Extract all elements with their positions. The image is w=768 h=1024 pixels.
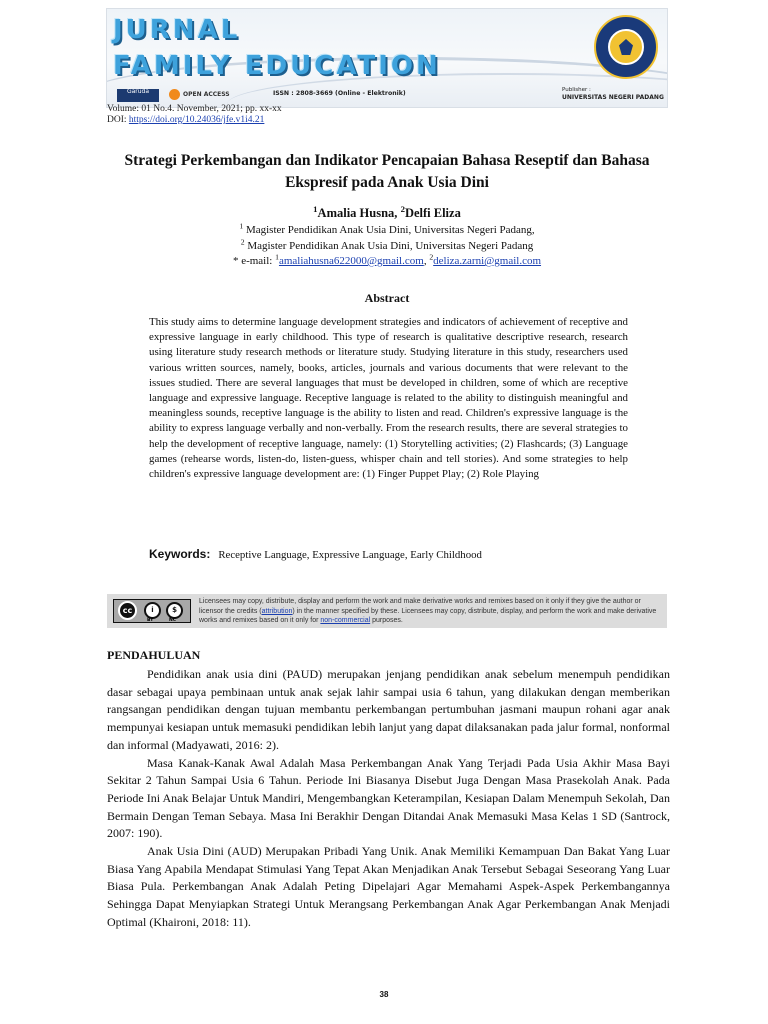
publisher-name: UNIVERSITAS NEGERI PADANG bbox=[562, 94, 664, 101]
article-title: Strategi Perkembangan dan Indikator Pencapaian Bahasa Reseptif dan Bahasa Ekspresif pada Anak Usia Dini bbox=[124, 152, 650, 191]
open-access-icon bbox=[169, 89, 180, 100]
email1-sup: 1 bbox=[275, 252, 279, 262]
license-box bbox=[107, 594, 667, 628]
author1-sup: 1 bbox=[313, 203, 318, 214]
page-number: 38 bbox=[379, 990, 389, 999]
volume-info: Volume: 01 No.4. November, 2021; pp. xx-xx bbox=[107, 104, 282, 114]
affiliation-1 bbox=[107, 223, 667, 239]
doi-line bbox=[107, 115, 282, 126]
author1: Amalia Husna, bbox=[317, 206, 401, 220]
affil1-text: Magister Pendidikan Anak Usia Dini, Universitas Negeri Padang, bbox=[243, 224, 535, 236]
garuda-badge: Garuda bbox=[117, 89, 159, 102]
journal-banner bbox=[106, 8, 668, 108]
publisher-info bbox=[562, 87, 664, 102]
non-commercial-link[interactable]: non-commercial bbox=[320, 617, 371, 624]
author-list bbox=[107, 203, 667, 221]
abstract-text: This study aims to determine language development strategies and indicators of achievement of receptive and expressive language in early childhood. This type of research is qualitative descriptive research, research using literature study research methods or literature study. Studying literature in this study, researchers used various written sources, namely, books, articles, journals and various documents that were relevant to the issues studied. There are several languages that must be developed in children, some of which are receptive language and expressive language. Receptive language is related to the ability to distinguish meaningful and meaningless sounds, receptive language is the ability to listen and read. Children's expressive language is the ability to express language verbally and non-verbally. From the research results, there are several strategies to help the development of receptive language, namely: (1) Storytelling activities; (2) Flashcards; (3) Language games (rehearse words, listen-do, listen-guess, whisper chain and tell stories). And some strategies to help children's expressive language development are: (1) Finger Puppet Play; (2) Role Playing bbox=[149, 316, 628, 481]
keywords-value: Receptive Language, Expressive Language, Early Childhood bbox=[218, 549, 482, 561]
keywords-label: Keywords: bbox=[149, 547, 211, 561]
author2: Delfi Eliza bbox=[404, 206, 461, 220]
email-separator: , bbox=[423, 255, 430, 267]
abstract-heading: Abstract bbox=[364, 291, 410, 305]
paragraph: Anak Usia Dini (AUD) Merupakan Pribadi Yang Unik. Anak Memiliki Kemampuan Dan Bakat Yang Luar Biasa Yang Apabila Mendapat Stimulasi Yang Tepat Akan Menjadikan Anak Tersebut Sebagai Seseorang Yang Luar Biasa Pula. Perkembangan Anak Adalah Peting Dipelajari Agar Memahami Aspek-Aspek Perkembangannya Sehingga Dapat Menyiapkan Strategi Untuk Merangsang Perkembangan Anak Agar Perkembangan Anak Menjadi Optimal (Khaironi, 2018: 11). bbox=[107, 844, 670, 929]
seal-inner-ring bbox=[608, 29, 644, 65]
email2-link[interactable]: deliza.zarni@gmail.com bbox=[433, 255, 542, 267]
creative-commons-by-nc-icon bbox=[113, 599, 191, 623]
open-access-badge bbox=[169, 89, 230, 100]
affiliations bbox=[107, 223, 667, 270]
cc-by-label: BY bbox=[147, 618, 154, 623]
journal-title-line2: FAMILY EDUCATION bbox=[113, 51, 441, 81]
seal-core-emblem bbox=[619, 39, 633, 55]
publisher-label: Publisher : bbox=[562, 87, 591, 93]
open-access-label: OPEN ACCESS bbox=[183, 91, 230, 98]
affiliation-2 bbox=[107, 236, 667, 255]
non-commercial-icon: $ bbox=[166, 602, 183, 619]
license-text-part2: ) in the manner specified by these. Licensees may copy, distribute, display, and perform the work and make derivative works and remixes based on it only for bbox=[199, 607, 657, 624]
license-text-part1: Licensees may copy, distribute, display and perform the work and make derivative works and remixes based on it only if they give the author or licensor the credits ( bbox=[199, 598, 641, 615]
affil2-sup: 2 bbox=[240, 236, 245, 246]
cc-icon: cc bbox=[118, 601, 137, 620]
email1-link[interactable]: amaliahusna622000@gmail.com bbox=[278, 255, 424, 267]
journal-title-line1: JURNAL bbox=[113, 15, 241, 45]
attribution-icon: i bbox=[144, 602, 161, 619]
section-heading: PENDAHULUAN bbox=[107, 648, 201, 662]
article-meta bbox=[107, 104, 282, 126]
email2-sup: 2 bbox=[429, 252, 434, 262]
issn-label: ISSN : 2808-3669 (Online - Elektronik) bbox=[273, 90, 406, 97]
doi-link[interactable]: https://doi.org/10.24036/jfe.v1i4.21 bbox=[128, 115, 265, 125]
paragraph: Masa Kanak-Kanak Awal Adalah Masa Perkembangan Anak Yang Terjadi Pada Usia Akhir Masa Bayi Sekitar 2 Tahun Sampai Usia 6 Tahun. Periode Ini Biasanya Disebut Juga Dengan Masa Prasekolah Anak. Pada Periode Ini Anak Belajar Untuk Mandiri, Mengembangkan Keterampilan, Kesiapan Dalam Menempuh Sekolah, Dan Bermain Dengan Teman Sebaya. Masa Ini Berakhir Dengan Ditandai Anak Memasuki Masa Kelas 1 SD (Santrock, 2007: 190). bbox=[107, 755, 670, 841]
university-seal-icon bbox=[594, 15, 658, 79]
affil2-text: Magister Pendidikan Anak Usia Dini, Universitas Negeri Padang bbox=[244, 239, 534, 252]
email-label: * e-mail: bbox=[232, 255, 276, 267]
license-text bbox=[199, 597, 664, 626]
attribution-link[interactable]: attribution bbox=[261, 607, 293, 615]
cc-nc-label: NC bbox=[169, 618, 177, 623]
paragraph: Pendidikan anak usia dini (PAUD) merupakan jenjang pendidikan anak sebelum menempuh pendidikan dasar sebagai upaya pembinaan untuk anak sejak lahir sampai usia 6 tahun, yang dilakukan dengan memberikan rangsangan pendidikan dengan tujuan membantu perkembangan pertumbuhan jasmani maupun rohani agar anak mempunyai kesiapan untuk memasuki pendidikan lebih lanjut yang dapat dilaksanakan pada jalur formal, nonformal dan informal (Madyawati, 2016: 2). bbox=[107, 667, 670, 752]
affil1-sup: 1 bbox=[239, 221, 244, 231]
email-line bbox=[107, 254, 667, 270]
license-text-part3: purposes. bbox=[370, 617, 403, 624]
author2-sup: 2 bbox=[400, 203, 405, 214]
doi-label: DOI: bbox=[107, 115, 129, 125]
keywords-line bbox=[149, 547, 482, 561]
body-text bbox=[107, 666, 670, 932]
